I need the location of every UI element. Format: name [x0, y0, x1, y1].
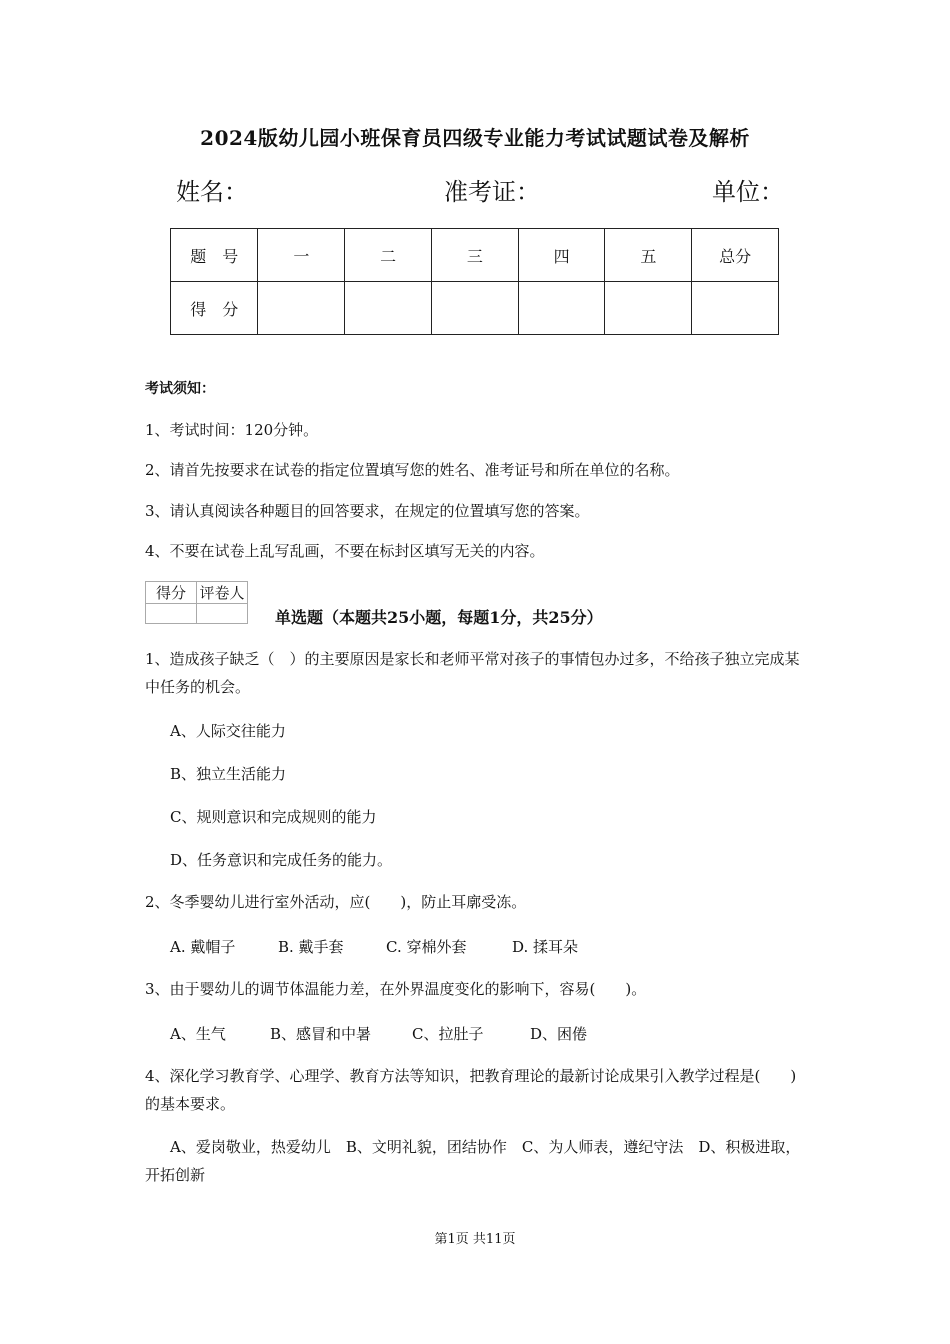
score-cell-total: [692, 282, 779, 335]
question-options-row: [170, 1023, 587, 1044]
question-text: 2、冬季婴幼儿进行室外活动，应( )，防止耳廓受冻。: [145, 893, 527, 911]
question-option: A. 戴帽子: [170, 938, 236, 956]
question-option: D. 揉耳朵: [512, 938, 579, 956]
page-footer: 第1页 共11页: [434, 1232, 516, 1247]
score-table-row-label: 得 分: [171, 282, 258, 335]
exam-number-field-label: 准考证：: [444, 178, 540, 206]
score-cell: [345, 282, 432, 335]
question-option: A、生气: [170, 1025, 226, 1043]
score-table-column-total: 总分: [692, 229, 779, 282]
question-text: 1、造成孩子缺乏（ ）的主要原因是家长和老师平常对孩子的事情包办过多，不给孩子独立完成某中任务的机会。: [145, 650, 800, 696]
score-table-score-row: [171, 282, 779, 335]
score-cell: [605, 282, 692, 335]
score-table-header-label: 题 号: [171, 229, 258, 282]
question-option: B. 戴手套: [278, 938, 344, 956]
grader-score-label: 得分: [146, 582, 197, 604]
grader-score-cell: [146, 604, 197, 624]
question-option: A、人际交往能力: [170, 722, 286, 740]
page-title: 2024版幼儿园小班保育员四级专业能力考试试题试卷及解析: [200, 126, 750, 150]
unit-field-label: 单位：: [712, 178, 784, 206]
section-title: 单选题（本题共25小题，每题1分，共25分）: [275, 608, 603, 627]
grader-reviewer-cell: [197, 604, 248, 624]
score-table-column: 三: [431, 229, 518, 282]
name-field-label: 姓名：: [176, 178, 248, 206]
question-option: B、独立生活能力: [170, 765, 287, 783]
notice-heading: 考试须知：: [145, 381, 215, 397]
question-text: 3、由于婴幼儿的调节体温能力差，在外界温度变化的影响下，容易( )。: [145, 980, 647, 998]
notice-item: 1、考试时间：120分钟。: [145, 421, 319, 439]
question-option: B、感冒和中暑: [270, 1025, 372, 1043]
question-option: C. 穿棉外套: [386, 938, 467, 956]
score-table-column: 二: [345, 229, 432, 282]
question-options-text: A、爱岗敬业，热爱幼儿 B、文明礼貌，团结协作 C、为人师表，遵纪守法 D、积极进取，开拓创新: [145, 1138, 801, 1184]
score-table-header-row: [171, 229, 779, 282]
score-cell: [431, 282, 518, 335]
score-cell: [258, 282, 345, 335]
question-option: C、规则意识和完成规则的能力: [170, 808, 377, 826]
question-option: C、拉肚子: [412, 1025, 484, 1043]
notice-item: 3、请认真阅读各种题目的回答要求，在规定的位置填写您的答案。: [145, 502, 590, 520]
score-table-column: 四: [518, 229, 605, 282]
question-text: 4、深化学习教育学、心理学、教育方法等知识，把教育理论的最新讨论成果引入教学过程是( )的基本要求。: [145, 1067, 797, 1113]
question-option: D、困倦: [530, 1025, 588, 1043]
notice-item: 2、请首先按要求在试卷的指定位置填写您的姓名、准考证号和所在单位的名称。: [145, 461, 680, 479]
score-cell: [518, 282, 605, 335]
grader-reviewer-label: 评卷人: [197, 582, 248, 604]
notice-item: 4、不要在试卷上乱写乱画，不要在标封区填写无关的内容。: [145, 542, 545, 560]
question-option: D、任务意识和完成任务的能力。: [170, 851, 393, 869]
question-options-row: [170, 936, 578, 957]
score-table-column: 五: [605, 229, 692, 282]
grader-box: [145, 581, 248, 624]
score-table-column: 一: [258, 229, 345, 282]
score-table: [170, 228, 779, 335]
